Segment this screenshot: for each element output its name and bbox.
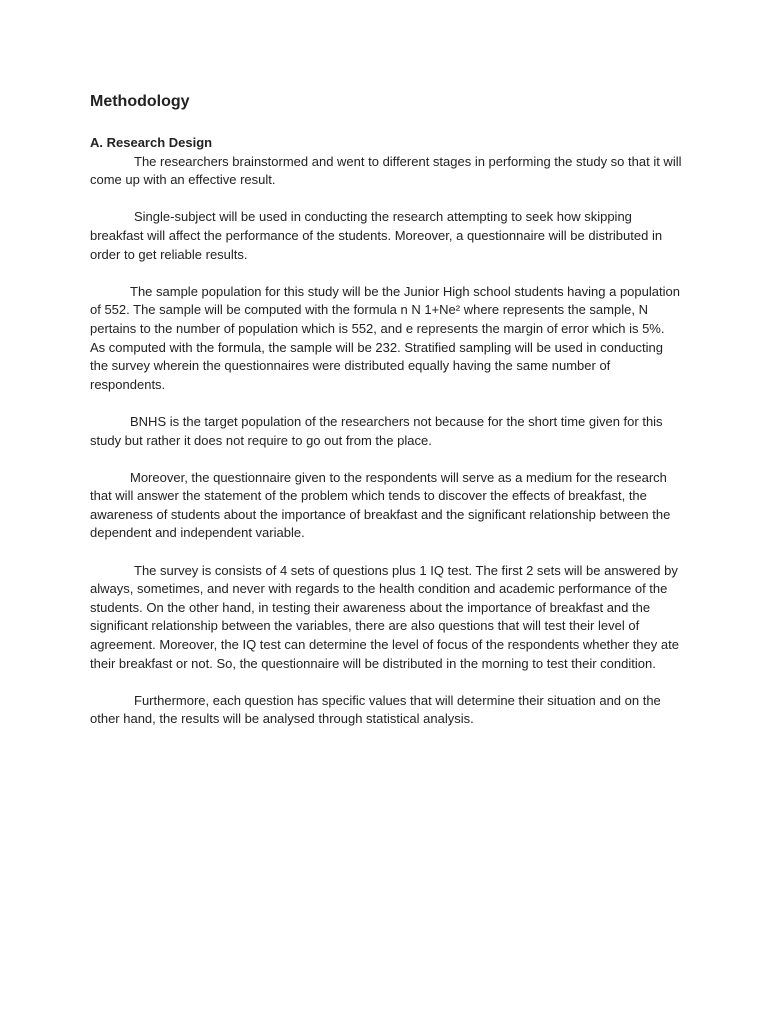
document-page: [90, 92, 682, 748]
paragraph-4: BNHS is the target population of the researchers not because for the short time given for this study but rather it does not require to go out from the place.: [90, 413, 663, 448]
section-heading: A. Research Design: [90, 135, 213, 150]
paragraph-3: The sample population for this study will be the Junior High school students having a population of 552. The sample will be computed with the formula n N 1+Ne² where represents the sample, N pertains to the number of population which is 552, and e represents the margin of error which is 5%. As computed with the formula, the sample will be 232. Stratified sampling will be used in conducting the survey wherein the questionnaires were distributed equally having the same number of respondents.: [90, 283, 680, 392]
page-title: Methodology: [90, 93, 190, 110]
paragraph-6: The survey is consists of 4 sets of questions plus 1 IQ test. The first 2 sets will be answered by always, sometimes, and never with regards to the health condition and academic performance of the students. On the other hand, in testing their awareness about the importance of breakfast and the significant relationship between the variables, there are also questions that will test their level of agreement. Moreover, the IQ test can determine the level of focus of the respondents whether they ate their breakfast or not. So, the questionnaire will be distributed in the morning to test their condition.: [90, 562, 679, 671]
paragraph-2: Single-subject will be used in conducting the research attempting to seek how skipping breakfast will affect the performance of the students. Moreover, a questionnaire will be distributed in order to get reliable results.: [90, 209, 663, 262]
paragraph-7: Furthermore, each question has specific values that will determine their situation and on the other hand, the results will be analysed through statistical analysis.: [90, 692, 661, 727]
paragraph-5: Moreover, the questionnaire given to the respondents will serve as a medium for the research that will answer the statement of the problem which tends to discover the effects of breakfast, the awareness of students about the importance of breakfast and the significant relationship between the dependent and independent variable.: [90, 469, 671, 541]
paragraph-1: The researchers brainstormed and went to different stages in performing the study so that it will come up with an effective result.: [90, 153, 682, 188]
